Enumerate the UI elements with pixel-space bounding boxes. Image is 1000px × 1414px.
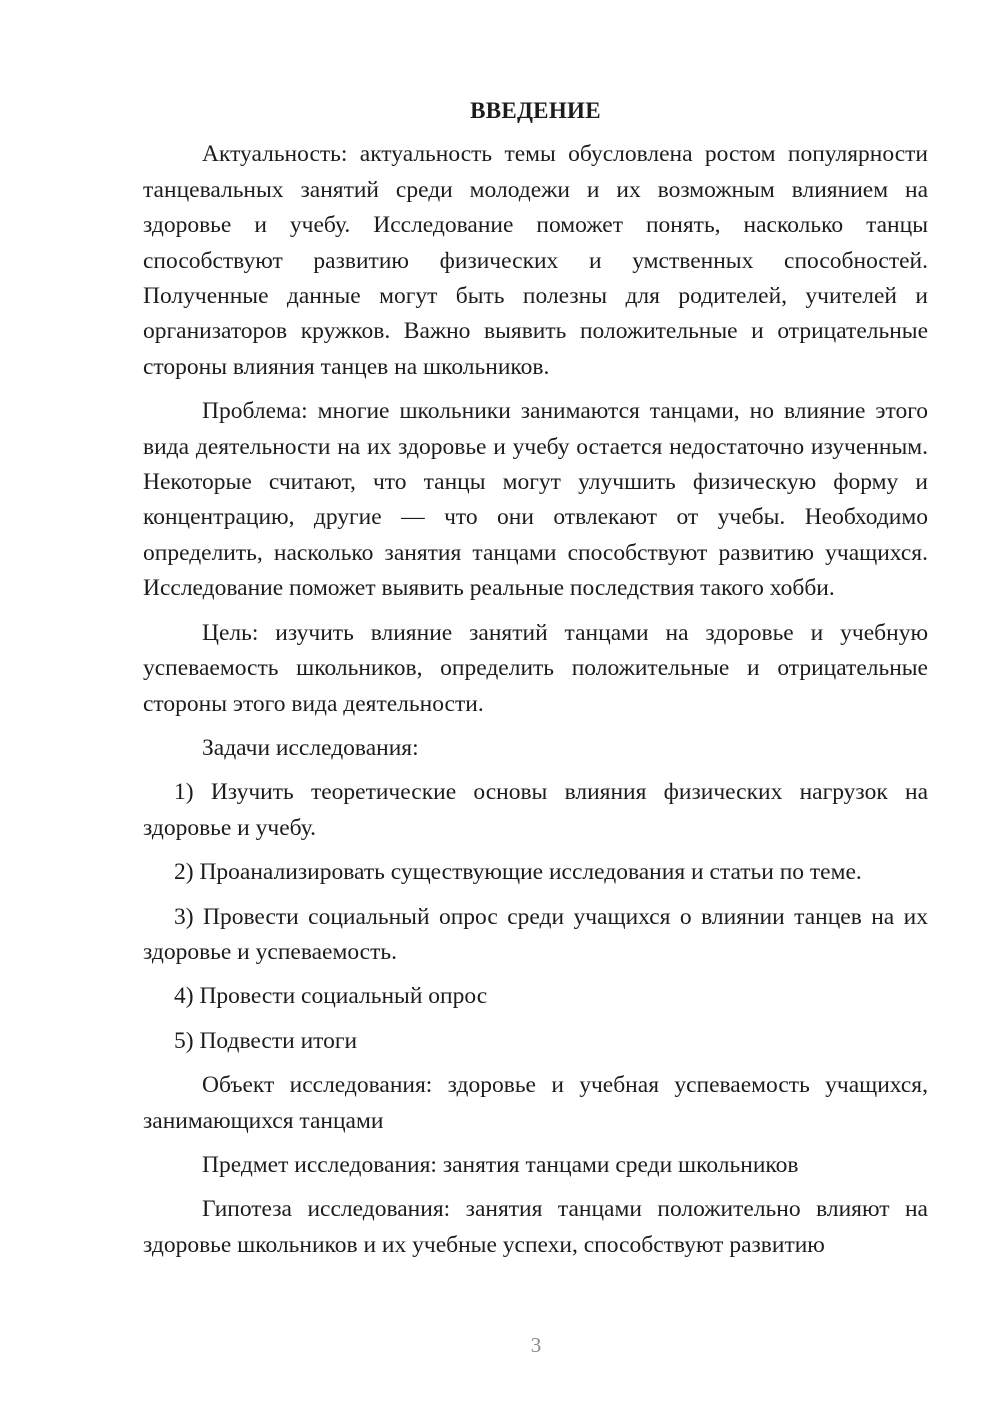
relevance-paragraph: Актуальность: актуальность темы обусловлена ростом популярности танцевальных занятий среди молодежи и их возможным влиянием на здоровье и учебу. Исследование поможет понять, насколько танцы способствуют развитию физических и умственных способностей. Полученные данные могут быть полезны для родителей, учителей и организаторов кружков. Важно выявить положительные и отрицательные стороны влияния танцев на школьников. (143, 141, 928, 380)
task-item-3: 3) Провести социальный опрос среди учащихся о влиянии танцев на их здоровье и успеваемость. (143, 903, 928, 965)
problem-paragraph: Проблема: многие школьники занимаются танцами, но влияние этого вида деятельности на их здоровье и учебу остается недостаточно изученным. Некоторые считают, что танцы могут улучшить физическую форму и концентрацию, другие — что они отвлекают от учебы. Необходимо определить, насколько занятия танцами способствуют развитию учащихся. Исследование поможет выявить реальные последствия такого хобби. (143, 398, 928, 602)
task-item-1: 1) Изучить теоретические основы влияния физических нагрузок на здоровье и учебу. (143, 779, 928, 841)
tasks-heading: Задачи исследования: (202, 734, 419, 761)
object-paragraph: Объект исследования: здоровье и учебная успеваемость учащихся, занимающихся танцами (143, 1072, 928, 1134)
task-item-4: 4) Провести социальный опрос (174, 983, 488, 1010)
hypothesis-paragraph: Гипотеза исследования: занятия танцами положительно влияют на здоровье школьников и их учебные успехи, способствуют развитию (143, 1196, 928, 1258)
task-item-5: 5) Подвести итоги (174, 1027, 358, 1054)
subject-paragraph: Предмет исследования: занятия танцами среди школьников (202, 1151, 799, 1178)
page-content (143, 93, 928, 1272)
task-item-2: 2) Проанализировать существующие исследования и статьи по теме. (174, 859, 862, 886)
page-number: 3 (530, 1333, 542, 1357)
goal-paragraph: Цель: изучить влияние занятий танцами на здоровье и учебную успеваемость школьников, определить положительные и отрицательные стороны этого вида деятельности. (143, 619, 928, 717)
section-title: ВВЕДЕНИЕ (470, 98, 601, 123)
